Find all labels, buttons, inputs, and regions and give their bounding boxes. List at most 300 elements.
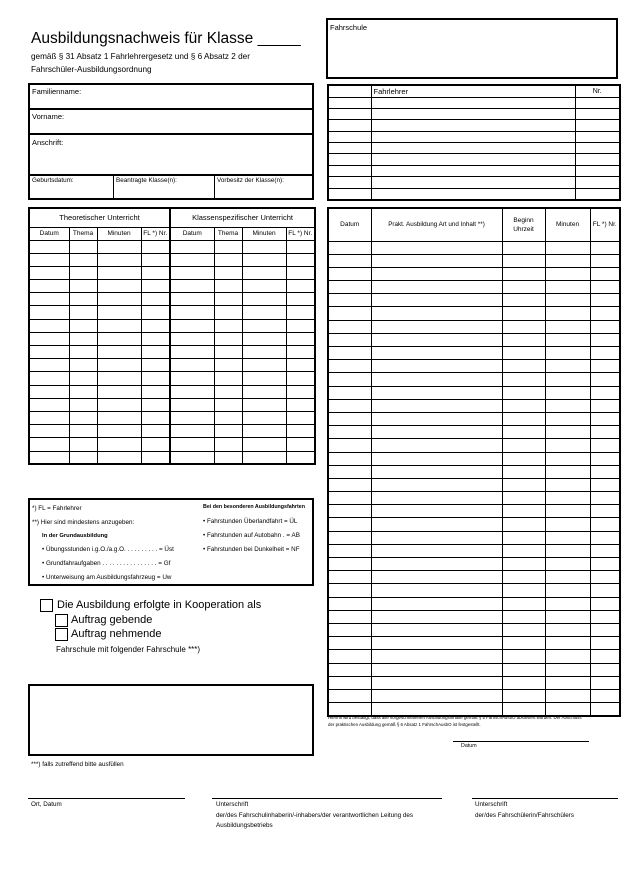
practical-cell[interactable] <box>502 320 545 333</box>
practical-cell[interactable] <box>545 465 590 478</box>
theory-cell[interactable] <box>214 253 242 266</box>
fahrlehrer-blank-cell[interactable] <box>328 108 371 119</box>
practical-cell[interactable] <box>328 267 371 280</box>
theory-cell[interactable] <box>29 332 69 345</box>
practical-cell[interactable] <box>545 584 590 597</box>
practical-cell[interactable] <box>502 439 545 452</box>
theory-cell[interactable] <box>242 293 286 306</box>
theory-cell[interactable] <box>69 306 97 319</box>
theory-cell[interactable] <box>242 280 286 293</box>
practical-cell[interactable] <box>371 373 502 386</box>
theory-cell[interactable] <box>141 451 170 464</box>
fahrlehrer-cell[interactable] <box>371 165 575 176</box>
practical-cell[interactable] <box>371 241 502 254</box>
practical-cell[interactable] <box>371 492 502 505</box>
practical-cell[interactable] <box>545 650 590 663</box>
theory-cell[interactable] <box>141 398 170 411</box>
practical-cell[interactable] <box>328 281 371 294</box>
theory-cell[interactable] <box>286 411 315 424</box>
theory-cell[interactable] <box>141 240 170 253</box>
theory-cell[interactable] <box>214 240 242 253</box>
practical-cell[interactable] <box>328 386 371 399</box>
theory-cell[interactable] <box>242 411 286 424</box>
practical-cell[interactable] <box>590 360 620 373</box>
fahrschule-box[interactable] <box>326 18 618 79</box>
fahrlehrer-cell[interactable] <box>371 188 575 199</box>
nr-cell[interactable] <box>575 108 620 119</box>
practical-cell[interactable] <box>590 531 620 544</box>
practical-cell[interactable] <box>590 412 620 425</box>
theory-cell[interactable] <box>29 253 69 266</box>
theory-cell[interactable] <box>141 253 170 266</box>
practical-cell[interactable] <box>371 439 502 452</box>
theory-cell[interactable] <box>69 266 97 279</box>
theory-cell[interactable] <box>29 306 69 319</box>
theory-cell[interactable] <box>242 372 286 385</box>
practical-cell[interactable] <box>328 452 371 465</box>
practical-cell[interactable] <box>328 518 371 531</box>
theory-cell[interactable] <box>170 319 214 332</box>
practical-cell[interactable] <box>328 637 371 650</box>
practical-cell[interactable] <box>502 333 545 346</box>
ort-datum-line[interactable] <box>28 798 185 799</box>
theory-cell[interactable] <box>97 359 141 372</box>
auftrag-nehmende-checkbox[interactable] <box>55 628 68 641</box>
theory-cell[interactable] <box>141 372 170 385</box>
nr-cell[interactable] <box>575 143 620 154</box>
theory-cell[interactable] <box>214 266 242 279</box>
practical-cell[interactable] <box>371 703 502 716</box>
fahrlehrer-blank-cell[interactable] <box>328 143 371 154</box>
practical-cell[interactable] <box>328 373 371 386</box>
theory-cell[interactable] <box>29 293 69 306</box>
practical-cell[interactable] <box>502 623 545 636</box>
practical-cell[interactable] <box>371 531 502 544</box>
practical-cell[interactable] <box>328 294 371 307</box>
theory-cell[interactable] <box>214 359 242 372</box>
theory-cell[interactable] <box>97 266 141 279</box>
theory-cell[interactable] <box>97 385 141 398</box>
fahrlehrer-blank-cell[interactable] <box>328 97 371 108</box>
theory-cell[interactable] <box>242 425 286 438</box>
theory-cell[interactable] <box>286 425 315 438</box>
theory-cell[interactable] <box>141 332 170 345</box>
practical-cell[interactable] <box>545 571 590 584</box>
theory-cell[interactable] <box>286 240 315 253</box>
practical-cell[interactable] <box>502 347 545 360</box>
theory-cell[interactable] <box>97 253 141 266</box>
practical-cell[interactable] <box>590 505 620 518</box>
practical-cell[interactable] <box>502 281 545 294</box>
theory-cell[interactable] <box>242 451 286 464</box>
theory-cell[interactable] <box>170 385 214 398</box>
practical-cell[interactable] <box>328 399 371 412</box>
theory-cell[interactable] <box>242 346 286 359</box>
theory-cell[interactable] <box>97 425 141 438</box>
practical-cell[interactable] <box>371 347 502 360</box>
practical-cell[interactable] <box>371 320 502 333</box>
theory-cell[interactable] <box>242 306 286 319</box>
theory-cell[interactable] <box>170 359 214 372</box>
theory-cell[interactable] <box>170 372 214 385</box>
theory-cell[interactable] <box>29 398 69 411</box>
practical-cell[interactable] <box>502 689 545 702</box>
theory-cell[interactable] <box>97 293 141 306</box>
practical-cell[interactable] <box>545 241 590 254</box>
theory-cell[interactable] <box>29 280 69 293</box>
practical-cell[interactable] <box>328 333 371 346</box>
practical-cell[interactable] <box>590 426 620 439</box>
practical-cell[interactable] <box>502 492 545 505</box>
theory-cell[interactable] <box>69 346 97 359</box>
practical-cell[interactable] <box>328 703 371 716</box>
theory-cell[interactable] <box>29 319 69 332</box>
theory-cell[interactable] <box>97 411 141 424</box>
theory-cell[interactable] <box>141 359 170 372</box>
practical-cell[interactable] <box>590 623 620 636</box>
practical-cell[interactable] <box>328 465 371 478</box>
practical-cell[interactable] <box>328 254 371 267</box>
practical-cell[interactable] <box>590 465 620 478</box>
practical-cell[interactable] <box>590 478 620 491</box>
practical-cell[interactable] <box>590 294 620 307</box>
practical-cell[interactable] <box>545 386 590 399</box>
practical-cell[interactable] <box>590 597 620 610</box>
nr-cell[interactable] <box>575 154 620 165</box>
practical-cell[interactable] <box>590 610 620 623</box>
kooperation-checkbox[interactable] <box>40 599 53 612</box>
theory-cell[interactable] <box>29 346 69 359</box>
theory-cell[interactable] <box>242 359 286 372</box>
practical-cell[interactable] <box>502 267 545 280</box>
practical-cell[interactable] <box>502 663 545 676</box>
practical-cell[interactable] <box>545 689 590 702</box>
theory-cell[interactable] <box>69 253 97 266</box>
fahrlehrer-blank-cell[interactable] <box>328 188 371 199</box>
practical-cell[interactable] <box>328 544 371 557</box>
practical-cell[interactable] <box>502 703 545 716</box>
practical-cell[interactable] <box>545 412 590 425</box>
theory-cell[interactable] <box>286 385 315 398</box>
theory-cell[interactable] <box>97 438 141 451</box>
practical-cell[interactable] <box>371 584 502 597</box>
theory-cell[interactable] <box>29 359 69 372</box>
theory-cell[interactable] <box>29 240 69 253</box>
theory-cell[interactable] <box>286 332 315 345</box>
theory-cell[interactable] <box>214 372 242 385</box>
practical-cell[interactable] <box>371 360 502 373</box>
theory-cell[interactable] <box>170 451 214 464</box>
theory-cell[interactable] <box>69 425 97 438</box>
practical-cell[interactable] <box>590 320 620 333</box>
practical-cell[interactable] <box>371 676 502 689</box>
practical-cell[interactable] <box>590 307 620 320</box>
practical-cell[interactable] <box>328 584 371 597</box>
fahrlehrer-cell[interactable] <box>371 97 575 108</box>
theory-cell[interactable] <box>97 332 141 345</box>
practical-cell[interactable] <box>328 478 371 491</box>
practical-cell[interactable] <box>590 571 620 584</box>
theory-cell[interactable] <box>69 293 97 306</box>
theory-cell[interactable] <box>69 398 97 411</box>
theory-cell[interactable] <box>214 319 242 332</box>
theory-cell[interactable] <box>29 411 69 424</box>
practical-cell[interactable] <box>371 637 502 650</box>
practical-cell[interactable] <box>502 399 545 412</box>
practical-cell[interactable] <box>371 623 502 636</box>
practical-cell[interactable] <box>371 281 502 294</box>
practical-cell[interactable] <box>590 386 620 399</box>
theory-cell[interactable] <box>29 451 69 464</box>
theory-cell[interactable] <box>97 346 141 359</box>
practical-cell[interactable] <box>371 399 502 412</box>
theory-cell[interactable] <box>242 385 286 398</box>
practical-cell[interactable] <box>328 439 371 452</box>
familienname-field[interactable] <box>30 85 312 108</box>
practical-cell[interactable] <box>502 254 545 267</box>
theory-cell[interactable] <box>97 372 141 385</box>
practical-cell[interactable] <box>545 610 590 623</box>
practical-cell[interactable] <box>502 544 545 557</box>
practical-cell[interactable] <box>545 637 590 650</box>
fahrlehrer-blank-cell[interactable] <box>328 154 371 165</box>
practical-cell[interactable] <box>545 663 590 676</box>
theory-cell[interactable] <box>214 280 242 293</box>
theory-cell[interactable] <box>69 319 97 332</box>
practical-cell[interactable] <box>371 650 502 663</box>
practical-cell[interactable] <box>545 676 590 689</box>
practical-cell[interactable] <box>328 307 371 320</box>
theory-cell[interactable] <box>141 411 170 424</box>
theory-cell[interactable] <box>214 398 242 411</box>
theory-cell[interactable] <box>69 332 97 345</box>
practical-cell[interactable] <box>371 294 502 307</box>
practical-cell[interactable] <box>502 412 545 425</box>
theory-cell[interactable] <box>286 306 315 319</box>
practical-cell[interactable] <box>590 452 620 465</box>
theory-cell[interactable] <box>69 451 97 464</box>
theory-cell[interactable] <box>214 293 242 306</box>
practical-cell[interactable] <box>371 571 502 584</box>
theory-cell[interactable] <box>286 451 315 464</box>
practical-cell[interactable] <box>371 597 502 610</box>
practical-cell[interactable] <box>371 544 502 557</box>
theory-cell[interactable] <box>141 425 170 438</box>
practical-cell[interactable] <box>328 571 371 584</box>
theory-cell[interactable] <box>170 293 214 306</box>
practical-cell[interactable] <box>590 281 620 294</box>
practical-cell[interactable] <box>502 610 545 623</box>
practical-cell[interactable] <box>590 650 620 663</box>
practical-cell[interactable] <box>545 294 590 307</box>
theory-cell[interactable] <box>141 346 170 359</box>
practical-cell[interactable] <box>545 267 590 280</box>
theory-cell[interactable] <box>242 438 286 451</box>
practical-cell[interactable] <box>502 505 545 518</box>
practical-cell[interactable] <box>590 373 620 386</box>
theory-cell[interactable] <box>69 280 97 293</box>
theory-cell[interactable] <box>214 425 242 438</box>
practical-cell[interactable] <box>328 360 371 373</box>
theory-cell[interactable] <box>242 266 286 279</box>
practical-cell[interactable] <box>545 399 590 412</box>
practical-cell[interactable] <box>590 544 620 557</box>
practical-cell[interactable] <box>545 544 590 557</box>
theory-cell[interactable] <box>141 385 170 398</box>
fahrlehrer-cell[interactable] <box>371 177 575 188</box>
practical-cell[interactable] <box>328 663 371 676</box>
practical-cell[interactable] <box>371 307 502 320</box>
practical-cell[interactable] <box>502 373 545 386</box>
theory-cell[interactable] <box>29 266 69 279</box>
practical-cell[interactable] <box>502 637 545 650</box>
practical-cell[interactable] <box>371 426 502 439</box>
fahrlehrer-cell[interactable] <box>371 120 575 131</box>
theory-cell[interactable] <box>242 319 286 332</box>
theory-cell[interactable] <box>242 398 286 411</box>
practical-cell[interactable] <box>590 689 620 702</box>
fahrlehrer-cell[interactable] <box>371 143 575 154</box>
practical-cell[interactable] <box>371 333 502 346</box>
practical-cell[interactable] <box>328 597 371 610</box>
practical-cell[interactable] <box>590 518 620 531</box>
theory-cell[interactable] <box>141 266 170 279</box>
practical-cell[interactable] <box>371 558 502 571</box>
practical-cell[interactable] <box>328 505 371 518</box>
practical-cell[interactable] <box>502 650 545 663</box>
vorname-field[interactable] <box>30 110 312 133</box>
practical-cell[interactable] <box>371 267 502 280</box>
practical-cell[interactable] <box>590 267 620 280</box>
practical-cell[interactable] <box>545 281 590 294</box>
theory-cell[interactable] <box>170 438 214 451</box>
practical-cell[interactable] <box>371 689 502 702</box>
theory-cell[interactable] <box>29 438 69 451</box>
theory-cell[interactable] <box>97 240 141 253</box>
theory-cell[interactable] <box>214 385 242 398</box>
practical-cell[interactable] <box>545 254 590 267</box>
theory-cell[interactable] <box>29 385 69 398</box>
practical-cell[interactable] <box>328 241 371 254</box>
practical-cell[interactable] <box>502 307 545 320</box>
theory-cell[interactable] <box>170 398 214 411</box>
practical-cell[interactable] <box>502 241 545 254</box>
practical-cell[interactable] <box>590 637 620 650</box>
practical-cell[interactable] <box>328 650 371 663</box>
practical-cell[interactable] <box>328 689 371 702</box>
theory-cell[interactable] <box>286 398 315 411</box>
practical-cell[interactable] <box>502 558 545 571</box>
fahrlehrer-blank-cell[interactable] <box>328 177 371 188</box>
practical-cell[interactable] <box>328 531 371 544</box>
theory-cell[interactable] <box>214 411 242 424</box>
theory-cell[interactable] <box>170 266 214 279</box>
practical-cell[interactable] <box>545 492 590 505</box>
theory-cell[interactable] <box>170 240 214 253</box>
practical-cell[interactable] <box>545 320 590 333</box>
practical-cell[interactable] <box>328 426 371 439</box>
practical-cell[interactable] <box>328 623 371 636</box>
practical-cell[interactable] <box>545 426 590 439</box>
theory-cell[interactable] <box>141 319 170 332</box>
practical-cell[interactable] <box>545 531 590 544</box>
practical-cell[interactable] <box>371 386 502 399</box>
practical-cell[interactable] <box>502 584 545 597</box>
unterschrift-fahrschueler-line[interactable] <box>472 798 618 799</box>
theory-cell[interactable] <box>69 438 97 451</box>
fahrlehrer-blank-cell[interactable] <box>328 131 371 142</box>
theory-cell[interactable] <box>141 293 170 306</box>
fahrlehrer-cell[interactable] <box>371 108 575 119</box>
practical-cell[interactable] <box>545 703 590 716</box>
theory-cell[interactable] <box>286 346 315 359</box>
theory-cell[interactable] <box>242 240 286 253</box>
theory-cell[interactable] <box>69 240 97 253</box>
confirmation-datum-line[interactable] <box>453 741 589 742</box>
practical-cell[interactable] <box>545 333 590 346</box>
practical-cell[interactable] <box>590 241 620 254</box>
fahrlehrer-cell[interactable] <box>371 154 575 165</box>
theory-cell[interactable] <box>97 398 141 411</box>
practical-cell[interactable] <box>371 610 502 623</box>
practical-cell[interactable] <box>371 412 502 425</box>
fahrlehrer-blank-cell[interactable] <box>328 165 371 176</box>
nr-cell[interactable] <box>575 188 620 199</box>
theory-cell[interactable] <box>214 306 242 319</box>
practical-cell[interactable] <box>545 452 590 465</box>
practical-cell[interactable] <box>590 676 620 689</box>
theory-cell[interactable] <box>69 359 97 372</box>
fahrlehrer-cell[interactable] <box>371 131 575 142</box>
theory-cell[interactable] <box>286 319 315 332</box>
auftrag-gebende-checkbox[interactable] <box>55 614 68 627</box>
theory-cell[interactable] <box>286 293 315 306</box>
theory-cell[interactable] <box>286 438 315 451</box>
practical-cell[interactable] <box>545 360 590 373</box>
theory-cell[interactable] <box>170 425 214 438</box>
theory-cell[interactable] <box>170 411 214 424</box>
theory-cell[interactable] <box>141 280 170 293</box>
theory-cell[interactable] <box>69 385 97 398</box>
theory-cell[interactable] <box>29 425 69 438</box>
theory-cell[interactable] <box>286 253 315 266</box>
practical-cell[interactable] <box>590 254 620 267</box>
nr-cell[interactable] <box>575 120 620 131</box>
theory-cell[interactable] <box>97 451 141 464</box>
practical-cell[interactable] <box>328 492 371 505</box>
practical-cell[interactable] <box>545 439 590 452</box>
practical-cell[interactable] <box>328 347 371 360</box>
practical-cell[interactable] <box>371 465 502 478</box>
theory-cell[interactable] <box>286 280 315 293</box>
nr-cell[interactable] <box>575 165 620 176</box>
practical-cell[interactable] <box>328 320 371 333</box>
practical-cell[interactable] <box>371 518 502 531</box>
practical-cell[interactable] <box>590 584 620 597</box>
theory-cell[interactable] <box>214 438 242 451</box>
unterschrift-fahrschule-line[interactable] <box>212 798 442 799</box>
practical-cell[interactable] <box>371 254 502 267</box>
practical-cell[interactable] <box>328 676 371 689</box>
practical-cell[interactable] <box>502 386 545 399</box>
practical-cell[interactable] <box>545 307 590 320</box>
practical-cell[interactable] <box>590 492 620 505</box>
practical-cell[interactable] <box>545 518 590 531</box>
practical-cell[interactable] <box>502 452 545 465</box>
theory-cell[interactable] <box>69 372 97 385</box>
theory-cell[interactable] <box>214 346 242 359</box>
kooperation-fahrschule-field[interactable] <box>28 684 314 756</box>
